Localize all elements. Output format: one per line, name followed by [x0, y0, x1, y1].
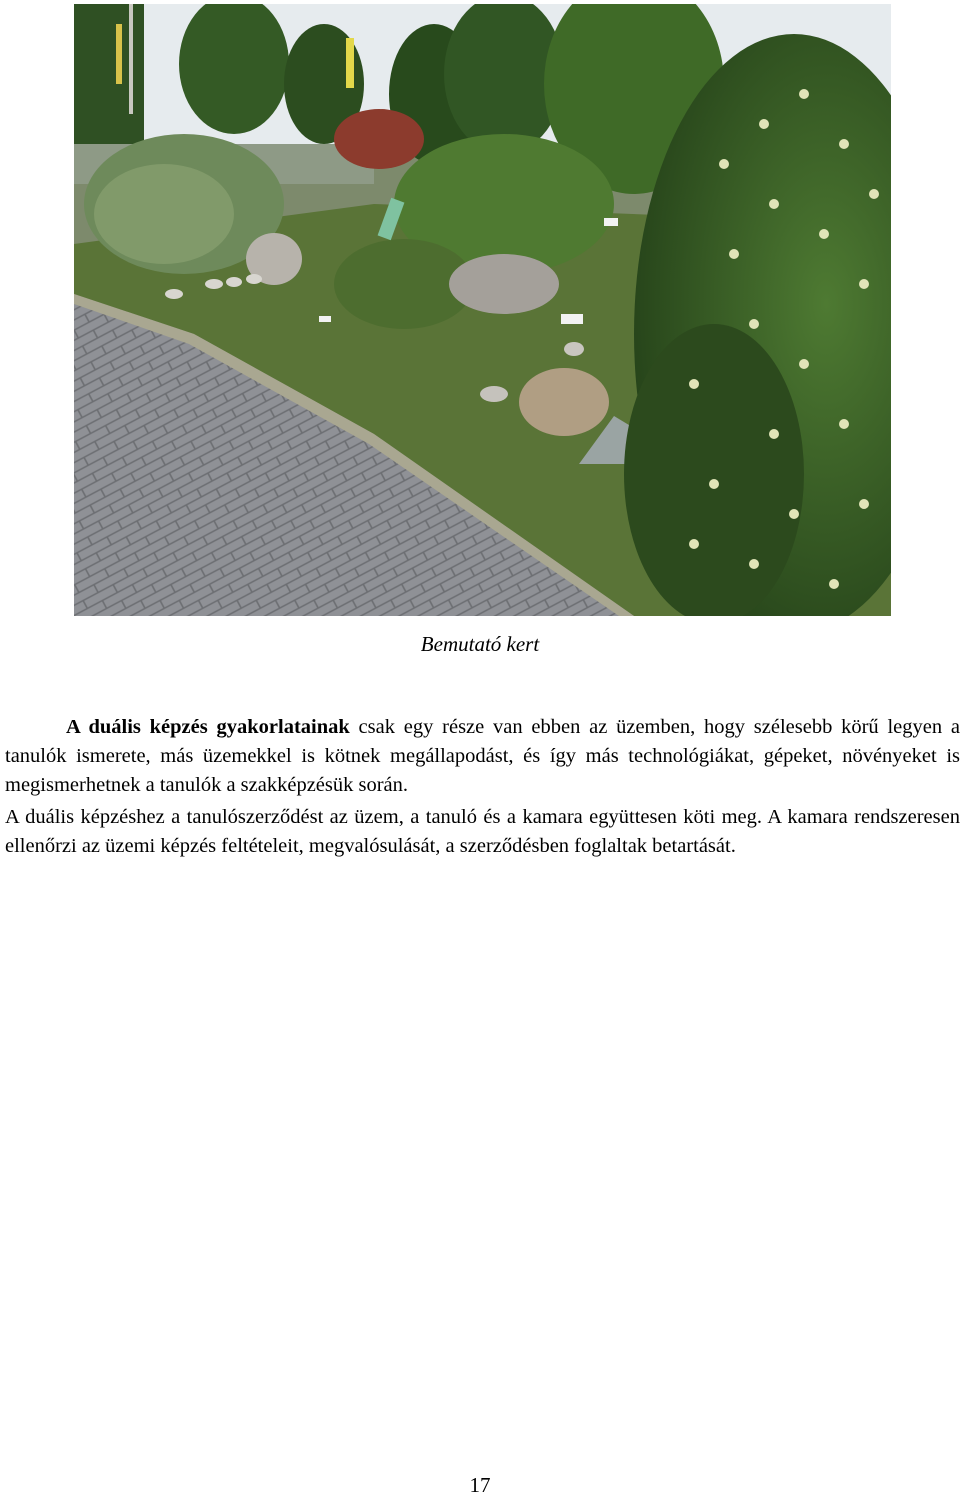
paragraph-2: A duális képzéshez a tanulószerződést az üzem, a tanuló és a kamara együttesen köti meg. A kamara rendszeresen ellenőrzi az üzemi képzés feltételeit, megvalósulását, a szerződésben foglaltak betartását. — [5, 806, 960, 857]
paragraph-1-text: csak egy része van ebben az üzemben, hogy szélesebb körű legyen a tanulók ismerete, más üzemekkel is kötnek megállapodást, és így más technológiákat, gépeket, növényeket is megismerhetnek a tanulók a szakképzésük során. — [5, 716, 960, 796]
garden-photo — [74, 4, 891, 616]
paragraph-1-bold-lead: A duális képzés gyakorlatainak — [66, 716, 350, 738]
figure-caption: Bemutató kert — [420, 632, 540, 656]
page-number: 17 — [469, 1473, 491, 1497]
garden-photo-illustration — [74, 4, 891, 616]
paragraph-1 — [5, 713, 960, 800]
body-text — [5, 713, 960, 861]
